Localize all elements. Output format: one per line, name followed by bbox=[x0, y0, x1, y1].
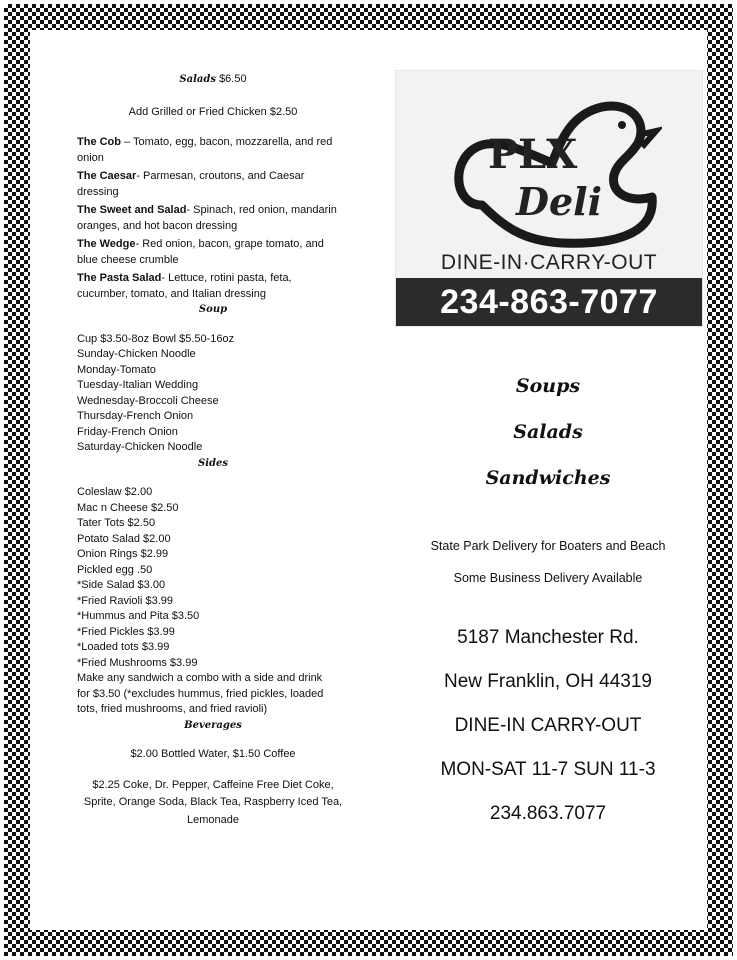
salads-header bbox=[77, 72, 349, 88]
logo-script: Deli bbox=[516, 179, 603, 224]
sides-title: Sides bbox=[197, 457, 228, 469]
beverages-line: Lemonade bbox=[187, 813, 239, 826]
sides-line: Tater Tots $2.50 bbox=[77, 517, 156, 529]
salad-item-desc-cont: oranges, and hot bacon dressing bbox=[77, 219, 238, 232]
tagline: Salads bbox=[513, 421, 583, 443]
salad-item-name: The Caesar bbox=[77, 170, 137, 182]
salads-price: $6.50 bbox=[219, 73, 247, 85]
soup-title: Soup bbox=[198, 304, 228, 315]
sides-line: for $3.50 (*excludes hummus, fried pickles, loaded bbox=[77, 687, 324, 700]
sides-line: Pickled egg .50 bbox=[77, 563, 153, 576]
soup-line: Sunday-Chicken Noodle bbox=[77, 348, 196, 360]
sides-line: Make any sandwich a combo with a side and drink bbox=[77, 672, 323, 684]
sides-line: *Fried Mushrooms $3.99 bbox=[77, 656, 198, 669]
hours-line: MON-SAT 11-7 SUN 11-3 bbox=[440, 759, 656, 780]
sides-line: *Loaded tots $3.99 bbox=[77, 641, 170, 653]
salad-item bbox=[77, 135, 349, 166]
address-line: 5187 Manchester Rd. bbox=[457, 627, 639, 648]
sides-line: Potato Salad $2.00 bbox=[77, 532, 171, 545]
soup-line: Tuesday-Italian Wedding bbox=[77, 379, 199, 391]
soup-list bbox=[77, 332, 349, 456]
beverages-title: Beverages bbox=[184, 719, 242, 731]
salads-addon: Add Grilled or Fried Chicken $2.50 bbox=[128, 105, 298, 118]
sides-list bbox=[77, 485, 349, 718]
sides-line: Mac n Cheese $2.50 bbox=[77, 501, 179, 514]
logo-phone: 234-863-7077 bbox=[396, 278, 702, 326]
soup-line: Monday-Tomato bbox=[77, 363, 156, 376]
city-line: New Franklin, OH 44319 bbox=[443, 671, 653, 692]
logo-name: PLX bbox=[488, 131, 578, 178]
soup-line: Wednesday-Broccoli Cheese bbox=[77, 394, 219, 407]
soup-line: Saturday-Chicken Noodle bbox=[77, 441, 203, 453]
sides-line: tots, fried mushrooms, and fried ravioli) bbox=[77, 703, 268, 715]
sides-line: *Hummus and Pita $3.50 bbox=[77, 610, 200, 622]
sides-line: *Side Salad $3.00 bbox=[77, 579, 166, 591]
salad-item-name: The Cob bbox=[77, 136, 121, 148]
sides-line: *Fried Pickles $3.99 bbox=[77, 625, 175, 638]
soup-line: Friday-French Onion bbox=[77, 425, 178, 438]
plx-deli-logo bbox=[395, 70, 703, 327]
salad-item-desc-cont: dressing bbox=[77, 185, 119, 198]
beverages-line: $2.00 Bottled Water, $1.50 Coffee bbox=[130, 748, 296, 760]
salad-item-desc-cont: cucumber, tomato, and Italian dressing bbox=[77, 287, 266, 300]
salad-item-desc-cont: blue cheese crumble bbox=[77, 253, 179, 266]
salads-title: Salads bbox=[179, 74, 216, 85]
salad-item-desc: - Spinach, red onion, mandarin bbox=[186, 204, 337, 216]
beverages-line: $2.25 Coke, Dr. Pepper, Caffeine Free Diet Coke, bbox=[92, 778, 334, 791]
soup-line: Thursday-French Onion bbox=[77, 410, 194, 422]
salad-item-desc: – Tomato, egg, bacon, mozzarella, and red bbox=[121, 136, 333, 148]
tagline: Soups bbox=[515, 375, 581, 397]
salad-item bbox=[77, 237, 349, 268]
beverages-line: Sprite, Orange Soda, Black Tea, Raspberry Iced Tea, bbox=[83, 796, 343, 808]
salad-item-name: The Wedge bbox=[77, 238, 136, 250]
menu-right-column bbox=[395, 70, 701, 825]
sides-line: Onion Rings $2.99 bbox=[77, 548, 169, 560]
salad-item-desc: - Lettuce, rotini pasta, feta, bbox=[161, 272, 292, 284]
salad-item bbox=[77, 203, 349, 234]
salad-item-name: The Pasta Salad bbox=[77, 272, 162, 284]
salad-item bbox=[77, 169, 349, 200]
salad-item-desc: - Red onion, bacon, grape tomato, and bbox=[135, 238, 324, 250]
phone-line: 234.863.7077 bbox=[489, 803, 607, 824]
delivery-note: Some Business Delivery Available bbox=[453, 571, 643, 585]
salad-item-desc-cont: onion bbox=[77, 151, 104, 164]
salad-item bbox=[77, 271, 349, 302]
tagline: Sandwiches bbox=[485, 467, 611, 489]
soup-line: Cup $3.50-8oz Bowl $5.50-16oz bbox=[77, 332, 235, 345]
menu-left-column bbox=[77, 70, 349, 828]
salad-item-desc: - Parmesan, croutons, and Caesar bbox=[136, 170, 305, 182]
delivery-note: State Park Delivery for Boaters and Beach bbox=[430, 539, 666, 553]
sides-line: Coleslaw $2.00 bbox=[77, 486, 153, 498]
service-line: DINE-IN CARRY-OUT bbox=[454, 715, 642, 736]
logo-subtitle: DINE-IN·CARRY-OUT bbox=[440, 251, 658, 274]
sides-line: *Fried Ravioli $3.99 bbox=[77, 594, 173, 607]
salad-item-name: The Sweet and Salad bbox=[77, 204, 187, 216]
